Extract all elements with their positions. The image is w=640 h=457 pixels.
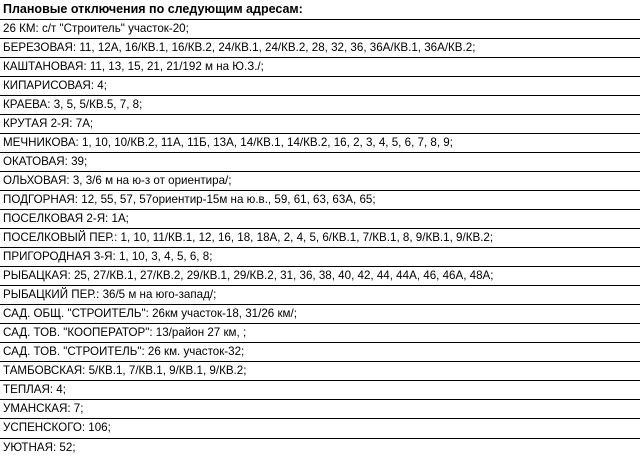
address-row: УЮТНАЯ: 52; (0, 438, 640, 457)
address-row: САД. ТОВ. "КООПЕРАТОР": 13/район 27 км, ; (0, 323, 640, 342)
address-row: КРУТАЯ 2-Я: 7А; (0, 114, 640, 133)
address-row: ПОСЕЛКОВАЯ 2-Я: 1А; (0, 209, 640, 228)
address-row: САД. ОБЩ. "СТРОИТЕЛЬ": 26км участок-18, 31/26 км/; (0, 304, 640, 323)
address-row: ОЛЬХОВАЯ: 3, 3/6 м на ю-з от ориентира/; (0, 171, 640, 190)
address-row: БЕРЕЗОВАЯ: 11, 12А, 16/КВ.1, 16/КВ.2, 24/КВ.1, 24/КВ.2, 28, 32, 36, 36А/КВ.1, 36А/КВ.2; (0, 38, 640, 57)
address-row: ПРИГОРОДНАЯ 3-Я: 1, 10, 3, 4, 5, 6, 8; (0, 247, 640, 266)
address-row: 26 КМ: с/т "Строитель" участок-20; (0, 19, 640, 38)
address-row: КИПАРИСОВАЯ: 4; (0, 76, 640, 95)
sheet-title: Плановые отключения по следующим адресам: (3, 2, 303, 16)
address-row: РЫБАЦКИЙ ПЕР.: 36/5 м на юго-запад/; (0, 285, 640, 304)
address-list (0, 19, 640, 457)
address-row: УМАНСКАЯ: 7; (0, 399, 640, 418)
address-row: ТЕПЛАЯ: 4; (0, 380, 640, 399)
address-row: ТАМБОВСКАЯ: 5/КВ.1, 7/КВ.1, 9/КВ.1, 9/КВ.2; (0, 361, 640, 380)
address-row: ПОДГОРНАЯ: 12, 55, 57, 57ориентир-15м на ю.в., 59, 61, 63, 63А, 65; (0, 190, 640, 209)
address-row: САД. ТОВ. "СТРОИТЕЛЬ": 26 км. участок-32; (0, 342, 640, 361)
address-row: МЕЧНИКОВА: 1, 10, 10/КВ.2, 11А, 11Б, 13А, 14/КВ.1, 14/КВ.2, 16, 2, 3, 4, 5, 6, 7, 8, 9; (0, 133, 640, 152)
address-row: КРАЕВА: 3, 5, 5/КВ.5, 7, 8; (0, 95, 640, 114)
address-row: УСПЕНСКОГО: 106; (0, 418, 640, 437)
address-row: РЫБАЦКАЯ: 25, 27/КВ.1, 27/КВ.2, 29/КВ.1, 29/КВ.2, 31, 36, 38, 40, 42, 44, 44А, 46, 46А, 48А; (0, 266, 640, 285)
address-row: ОКАТОВАЯ: 39; (0, 152, 640, 171)
address-row: КАШТАНОВАЯ: 11, 13, 15, 21, 21/192 м на Ю.З./; (0, 57, 640, 76)
address-row: ПОСЕЛКОВЫЙ ПЕР.: 1, 10, 11/КВ.1, 12, 16, 18, 18А, 2, 4, 5, 6/КВ.1, 7/КВ.1, 8, 9/КВ.1, 9/КВ.2; (0, 228, 640, 247)
